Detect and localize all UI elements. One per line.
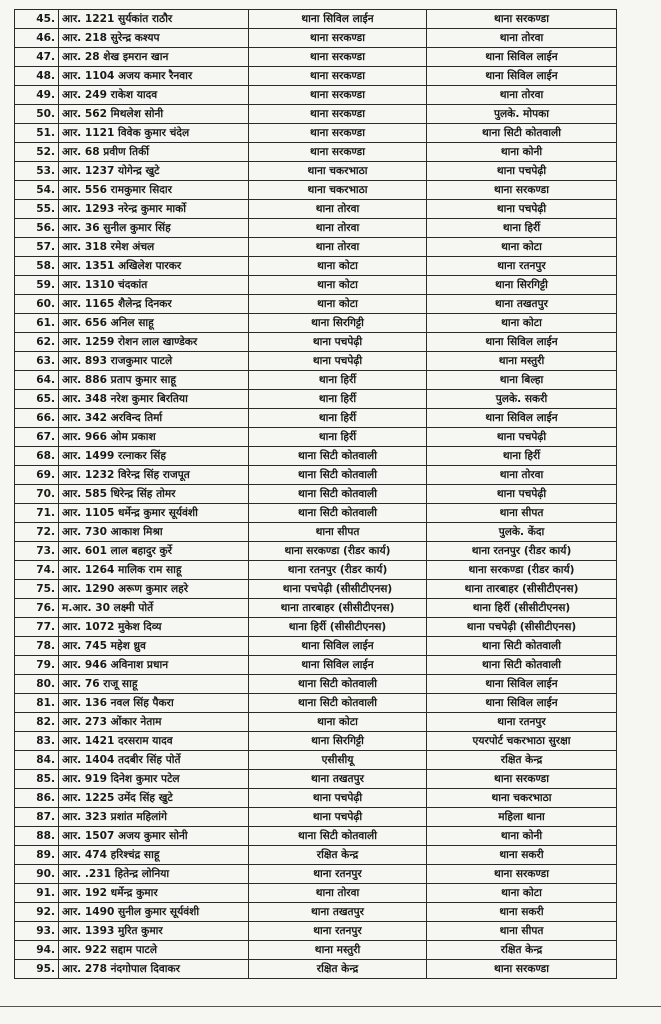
table-row	[15, 67, 617, 86]
from-station-cell: थाना पचपेढ़ी	[249, 333, 427, 352]
to-station-cell: पुलके. सकरी	[427, 390, 617, 409]
table-row	[15, 200, 617, 219]
table-row	[15, 751, 617, 770]
serial-number-cell: 79.	[15, 656, 59, 675]
from-station-cell: थाना सिटी कोतवाली	[249, 675, 427, 694]
serial-number-cell: 51.	[15, 124, 59, 143]
employee-name-cell: आर. 342 अरविन्द तिर्मा	[59, 409, 249, 428]
serial-number-cell: 45.	[15, 10, 59, 29]
employee-name-cell: आर. 68 प्रवीण तिर्की	[59, 143, 249, 162]
transfer-table	[14, 9, 617, 979]
employee-name-cell: आर. 893 राजकुमार पाटले	[59, 352, 249, 371]
employee-name-cell: आर. 745 महेश ध्रुव	[59, 637, 249, 656]
employee-name-cell: आर. 192 धर्मेन्द्र कुमार	[59, 884, 249, 903]
to-station-cell: थाना सिविल लाईन	[427, 333, 617, 352]
serial-number-cell: 50.	[15, 105, 59, 124]
from-station-cell: थाना सरकण्डा	[249, 29, 427, 48]
employee-name-cell: आर. 946 अविनाश प्रधान	[59, 656, 249, 675]
to-station-cell: थाना सिविल लाईन	[427, 67, 617, 86]
to-station-cell: थाना मस्तुरी	[427, 352, 617, 371]
employee-name-cell: आर. 601 लाल बहादुर कुर्रे	[59, 542, 249, 561]
table-row	[15, 390, 617, 409]
table-row	[15, 561, 617, 580]
serial-number-cell: 71.	[15, 504, 59, 523]
from-station-cell: थाना सरकण्डा	[249, 48, 427, 67]
serial-number-cell: 67.	[15, 428, 59, 447]
table-row	[15, 10, 617, 29]
employee-name-cell: आर. 28 शेख इमरान खान	[59, 48, 249, 67]
from-station-cell: थाना तोरवा	[249, 200, 427, 219]
table-row	[15, 485, 617, 504]
serial-number-cell: 75.	[15, 580, 59, 599]
table-row	[15, 694, 617, 713]
to-station-cell: थाना रतनपुर	[427, 257, 617, 276]
employee-name-cell: आर. 348 नरेश कुमार बिरतिया	[59, 390, 249, 409]
to-station-cell: थाना पचपेढ़ी	[427, 485, 617, 504]
to-station-cell: थाना हिर्री	[427, 219, 617, 238]
serial-number-cell: 77.	[15, 618, 59, 637]
from-station-cell: थाना सिरगिट्टी	[249, 314, 427, 333]
table-row	[15, 656, 617, 675]
table-row	[15, 675, 617, 694]
table-row	[15, 504, 617, 523]
from-station-cell: थाना कोटा	[249, 295, 427, 314]
serial-number-cell: 66.	[15, 409, 59, 428]
serial-number-cell: 74.	[15, 561, 59, 580]
from-station-cell: थाना सरकण्डा	[249, 86, 427, 105]
to-station-cell: रक्षित केन्द्र	[427, 941, 617, 960]
table-row	[15, 466, 617, 485]
from-station-cell: थाना हिर्री	[249, 409, 427, 428]
table-row	[15, 827, 617, 846]
serial-number-cell: 49.	[15, 86, 59, 105]
to-station-cell: एयरपोर्ट चकरभाठा सुरक्षा	[427, 732, 617, 751]
employee-name-cell: आर. 922 सद्दाम पाटले	[59, 941, 249, 960]
employee-name-cell: आर. 1259 रोशन लाल खाण्डेकर	[59, 333, 249, 352]
from-station-cell: थाना पचपेढ़ी	[249, 789, 427, 808]
serial-number-cell: 91.	[15, 884, 59, 903]
from-station-cell: थाना सिटी कोतवाली	[249, 466, 427, 485]
from-station-cell: थाना सीपत	[249, 523, 427, 542]
to-station-cell: थाना पचपेढ़ी	[427, 162, 617, 181]
table-row	[15, 314, 617, 333]
from-station-cell: थाना सिटी कोतवाली	[249, 447, 427, 466]
from-station-cell: थाना सरकण्डा	[249, 105, 427, 124]
employee-name-cell: आर. 36 सुनील कुमार सिंह	[59, 219, 249, 238]
table-row	[15, 428, 617, 447]
to-station-cell: थाना सिविल लाईन	[427, 675, 617, 694]
employee-name-cell: आर. 1507 अजय कुमार सोनी	[59, 827, 249, 846]
serial-number-cell: 63.	[15, 352, 59, 371]
to-station-cell: थाना सरकण्डा	[427, 960, 617, 979]
table-row	[15, 865, 617, 884]
employee-name-cell: आर. 218 सुरेन्द्र कश्यप	[59, 29, 249, 48]
to-station-cell: थाना सीपत	[427, 504, 617, 523]
to-station-cell: थाना सिविल लाईन	[427, 48, 617, 67]
from-station-cell: रक्षित केन्द्र	[249, 846, 427, 865]
to-station-cell: थाना सरकण्डा	[427, 10, 617, 29]
to-station-cell: पुलके. केंदा	[427, 523, 617, 542]
table-row	[15, 808, 617, 827]
to-station-cell: थाना बिल्हा	[427, 371, 617, 390]
to-station-cell: थाना सिटी कोतवाली	[427, 124, 617, 143]
to-station-cell: थाना हिर्री	[427, 447, 617, 466]
employee-name-cell: आर. 136 नवल सिंह पैकरा	[59, 694, 249, 713]
to-station-cell: थाना तोरवा	[427, 29, 617, 48]
from-station-cell: थाना हिर्री	[249, 390, 427, 409]
serial-number-cell: 53.	[15, 162, 59, 181]
table-row	[15, 371, 617, 390]
to-station-cell: थाना रतनपुर (रीडर कार्य)	[427, 542, 617, 561]
to-station-cell: महिला थाना	[427, 808, 617, 827]
from-station-cell: थाना सिटी कोतवाली	[249, 504, 427, 523]
from-station-cell: थाना सिविल लाईन	[249, 637, 427, 656]
from-station-cell: थाना मस्तुरी	[249, 941, 427, 960]
table-row	[15, 257, 617, 276]
serial-number-cell: 72.	[15, 523, 59, 542]
employee-name-cell: आर. 656 अनिल साहू	[59, 314, 249, 333]
to-station-cell: थाना सरकण्डा (रीडर कार्य)	[427, 561, 617, 580]
serial-number-cell: 80.	[15, 675, 59, 694]
serial-number-cell: 83.	[15, 732, 59, 751]
employee-name-cell: आर. 318 रमेश अंचल	[59, 238, 249, 257]
serial-number-cell: 60.	[15, 295, 59, 314]
employee-name-cell: आर. 1421 दरसराम यादव	[59, 732, 249, 751]
table-row	[15, 86, 617, 105]
serial-number-cell: 54.	[15, 181, 59, 200]
employee-name-cell: आर. 1290 अरूण कुमार लहरे	[59, 580, 249, 599]
serial-number-cell: 61.	[15, 314, 59, 333]
serial-number-cell: 95.	[15, 960, 59, 979]
table-row	[15, 713, 617, 732]
employee-name-cell: आर. 1404 तदबीर सिंह पोर्ते	[59, 751, 249, 770]
serial-number-cell: 47.	[15, 48, 59, 67]
to-station-cell: थाना कोटा	[427, 314, 617, 333]
employee-name-cell: आर. 323 प्रशांत महिलांगे	[59, 808, 249, 827]
serial-number-cell: 78.	[15, 637, 59, 656]
to-station-cell: थाना सिविल लाईन	[427, 694, 617, 713]
employee-name-cell: आर. 730 आकाश मिश्रा	[59, 523, 249, 542]
from-station-cell: थाना सरकण्डा	[249, 143, 427, 162]
employee-name-cell: आर. 919 दिनेश कुमार पटेल	[59, 770, 249, 789]
serial-number-cell: 85.	[15, 770, 59, 789]
table-row	[15, 922, 617, 941]
from-station-cell: थाना तोरवा	[249, 884, 427, 903]
serial-number-cell: 57.	[15, 238, 59, 257]
table-row	[15, 105, 617, 124]
to-station-cell: थाना सरकण्डा	[427, 770, 617, 789]
from-station-cell: थाना सरकण्डा (रीडर कार्य)	[249, 542, 427, 561]
table-row	[15, 580, 617, 599]
serial-number-cell: 82.	[15, 713, 59, 732]
serial-number-cell: 58.	[15, 257, 59, 276]
employee-name-cell: आर. 1264 मालिक राम साहू	[59, 561, 249, 580]
table-row	[15, 219, 617, 238]
from-station-cell: थाना कोटा	[249, 257, 427, 276]
employee-name-cell: आर. 1499 रत्नाकर सिंह	[59, 447, 249, 466]
to-station-cell: थाना चकरभाठा	[427, 789, 617, 808]
serial-number-cell: 55.	[15, 200, 59, 219]
to-station-cell: थाना तोरवा	[427, 86, 617, 105]
table-row	[15, 960, 617, 979]
to-station-cell: थाना सरकण्डा	[427, 865, 617, 884]
table-row	[15, 238, 617, 257]
to-station-cell: थाना तोरवा	[427, 466, 617, 485]
table-row	[15, 276, 617, 295]
employee-name-cell: आर. 76 राजू साहू	[59, 675, 249, 694]
employee-name-cell: आर. 1351 अखिलेश पारकर	[59, 257, 249, 276]
serial-number-cell: 93.	[15, 922, 59, 941]
employee-name-cell: आर. 249 राकेश यादव	[59, 86, 249, 105]
serial-number-cell: 64.	[15, 371, 59, 390]
table-row	[15, 447, 617, 466]
employee-name-cell: आर. 1121 विवेक कुमार चंदेल	[59, 124, 249, 143]
serial-number-cell: 46.	[15, 29, 59, 48]
to-station-cell: थाना पचपेढ़ी	[427, 200, 617, 219]
table-row	[15, 29, 617, 48]
from-station-cell: थाना तखतपुर	[249, 770, 427, 789]
from-station-cell: थाना हिर्री	[249, 371, 427, 390]
serial-number-cell: 52.	[15, 143, 59, 162]
serial-number-cell: 76.	[15, 599, 59, 618]
employee-name-cell: आर. 1165 शैलेन्द्र दिनकर	[59, 295, 249, 314]
from-station-cell: थाना कोटा	[249, 276, 427, 295]
table-row	[15, 143, 617, 162]
to-station-cell: थाना कोटा	[427, 884, 617, 903]
table-row	[15, 846, 617, 865]
table-row	[15, 903, 617, 922]
table-row	[15, 162, 617, 181]
to-station-cell: थाना कोनी	[427, 827, 617, 846]
from-station-cell: थाना पचपेढ़ी	[249, 352, 427, 371]
serial-number-cell: 73.	[15, 542, 59, 561]
table-row	[15, 181, 617, 200]
from-station-cell: थाना चकरभाठा	[249, 181, 427, 200]
to-station-cell: रक्षित केन्द्र	[427, 751, 617, 770]
serial-number-cell: 89.	[15, 846, 59, 865]
to-station-cell: थाना कोटा	[427, 238, 617, 257]
employee-name-cell: आर. 1490 सुनील कुमार सूर्यवंशी	[59, 903, 249, 922]
employee-name-cell: आर. 1232 विरेन्द्र सिंह राजपूत	[59, 466, 249, 485]
to-station-cell: थाना सिविल लाईन	[427, 409, 617, 428]
from-station-cell: रक्षित केन्द्र	[249, 960, 427, 979]
employee-name-cell: आर. 1221 सुर्यकांत राठौर	[59, 10, 249, 29]
employee-name-cell: आर. 966 ओम प्रकाश	[59, 428, 249, 447]
employee-name-cell: आर. 278 नंदगोपाल दिवाकर	[59, 960, 249, 979]
employee-name-cell: आर. 273 ओंकार नेताम	[59, 713, 249, 732]
employee-name-cell: आर. 1072 मुकेश दिव्य	[59, 618, 249, 637]
from-station-cell: थाना सिटी कोतवाली	[249, 485, 427, 504]
employee-name-cell: आर. 1237 योगेन्द्र खुटे	[59, 162, 249, 181]
employee-name-cell: आर. 886 प्रताप कुमार साहू	[59, 371, 249, 390]
to-station-cell: थाना सीपत	[427, 922, 617, 941]
table-row	[15, 48, 617, 67]
from-station-cell: थाना सिटी कोतवाली	[249, 827, 427, 846]
from-station-cell: थाना तखतपुर	[249, 903, 427, 922]
employee-name-cell: म.आर. 30 लक्ष्मी पोर्ते	[59, 599, 249, 618]
employee-name-cell: आर. 1104 अजय कमार रैनवार	[59, 67, 249, 86]
table-row	[15, 732, 617, 751]
table-row	[15, 124, 617, 143]
serial-number-cell: 70.	[15, 485, 59, 504]
employee-name-cell: आर. 1310 चंदकांत	[59, 276, 249, 295]
table-row	[15, 542, 617, 561]
transfer-table-body	[15, 10, 617, 979]
table-row	[15, 941, 617, 960]
serial-number-cell: 84.	[15, 751, 59, 770]
from-station-cell: थाना सिटी कोतवाली	[249, 694, 427, 713]
from-station-cell: थाना सरकण्डा	[249, 124, 427, 143]
to-station-cell: थाना सिटी कोतवाली	[427, 637, 617, 656]
employee-name-cell: आर. 585 धिरेन्द्र सिंह तोमर	[59, 485, 249, 504]
from-station-cell: थाना सिरगिट्टी	[249, 732, 427, 751]
to-station-cell: पुलके. मोपका	[427, 105, 617, 124]
serial-number-cell: 87.	[15, 808, 59, 827]
from-station-cell: थाना पचपेढ़ी (सीसीटीएनस)	[249, 580, 427, 599]
to-station-cell: थाना सिटी कोतवाली	[427, 656, 617, 675]
to-station-cell: थाना सरकण्डा	[427, 181, 617, 200]
from-station-cell: थाना रतनपुर	[249, 865, 427, 884]
from-station-cell: थाना तोरवा	[249, 238, 427, 257]
serial-number-cell: 68.	[15, 447, 59, 466]
table-row	[15, 409, 617, 428]
to-station-cell: थाना कोनी	[427, 143, 617, 162]
table-row	[15, 789, 617, 808]
to-station-cell: थाना हिर्री (सीसीटीएनस)	[427, 599, 617, 618]
serial-number-cell: 88.	[15, 827, 59, 846]
to-station-cell: थाना तखतपुर	[427, 295, 617, 314]
employee-name-cell: आर. 1293 नरेन्द्र कुमार मार्को	[59, 200, 249, 219]
to-station-cell: थाना सकरी	[427, 903, 617, 922]
from-station-cell: थाना पचपेढ़ी	[249, 808, 427, 827]
from-station-cell: थाना हिर्री	[249, 428, 427, 447]
table-row	[15, 333, 617, 352]
table-row	[15, 295, 617, 314]
serial-number-cell: 59.	[15, 276, 59, 295]
serial-number-cell: 48.	[15, 67, 59, 86]
serial-number-cell: 81.	[15, 694, 59, 713]
from-station-cell: एसीसीयू	[249, 751, 427, 770]
from-station-cell: थाना सिविल लाईन	[249, 10, 427, 29]
serial-number-cell: 69.	[15, 466, 59, 485]
to-station-cell: थाना रतनपुर	[427, 713, 617, 732]
from-station-cell: थाना कोटा	[249, 713, 427, 732]
to-station-cell: थाना पचपेढ़ी	[427, 428, 617, 447]
from-station-cell: थाना रतनपुर (रीडर कार्य)	[249, 561, 427, 580]
from-station-cell: थाना हिर्री (सीसीटीएनस)	[249, 618, 427, 637]
employee-name-cell: आर. 1105 धर्मेन्द्र कुमार सूर्यवंशी	[59, 504, 249, 523]
page-divider	[0, 1006, 661, 1007]
table-row	[15, 352, 617, 371]
employee-name-cell: आर. 1393 मुरित कुमार	[59, 922, 249, 941]
from-station-cell: थाना तारबाहर (सीसीटीएनस)	[249, 599, 427, 618]
to-station-cell: थाना पचपेढ़ी (सीसीटीएनस)	[427, 618, 617, 637]
serial-number-cell: 94.	[15, 941, 59, 960]
table-row	[15, 637, 617, 656]
from-station-cell: थाना रतनपुर	[249, 922, 427, 941]
from-station-cell: थाना सरकण्डा	[249, 67, 427, 86]
employee-name-cell: आर. .231 हितेन्द्र लोनिया	[59, 865, 249, 884]
from-station-cell: थाना तोरवा	[249, 219, 427, 238]
employee-name-cell: आर. 556 रामकुमार सिदार	[59, 181, 249, 200]
to-station-cell: थाना सकरी	[427, 846, 617, 865]
serial-number-cell: 86.	[15, 789, 59, 808]
serial-number-cell: 90.	[15, 865, 59, 884]
table-row	[15, 618, 617, 637]
table-row	[15, 884, 617, 903]
serial-number-cell: 92.	[15, 903, 59, 922]
from-station-cell: थाना चकरभाठा	[249, 162, 427, 181]
table-row	[15, 523, 617, 542]
employee-name-cell: आर. 1225 उमेंद सिंह खुटे	[59, 789, 249, 808]
serial-number-cell: 65.	[15, 390, 59, 409]
serial-number-cell: 62.	[15, 333, 59, 352]
from-station-cell: थाना सिविल लाईन	[249, 656, 427, 675]
employee-name-cell: आर. 474 हरिश्चंद्र साहू	[59, 846, 249, 865]
table-row	[15, 599, 617, 618]
employee-name-cell: आर. 562 मिथलेश सोनी	[59, 105, 249, 124]
to-station-cell: थाना तारबाहर (सीसीटीएनस)	[427, 580, 617, 599]
table-row	[15, 770, 617, 789]
to-station-cell: थाना सिरगिट्टी	[427, 276, 617, 295]
serial-number-cell: 56.	[15, 219, 59, 238]
